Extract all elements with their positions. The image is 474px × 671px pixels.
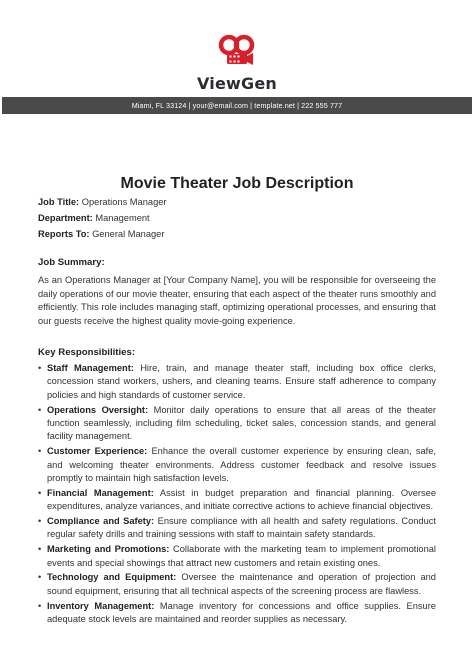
job-title-value: Operations Manager	[81, 197, 167, 207]
list-item	[38, 600, 436, 627]
responsibilities-list	[38, 362, 436, 628]
responsibility-label: Staff Management:	[47, 363, 134, 373]
list-item	[38, 445, 436, 485]
responsibility-text: Collaborate with the marketing team to implement promotional events and special showings that attract new customers and retain existing ones.	[47, 544, 436, 568]
reports-to-line	[38, 229, 164, 239]
responsibility-label: Customer Experience:	[47, 446, 148, 457]
responsibility-text: Enhance the overall customer experience by ensuring clean, safe, and welcoming theater environments. Address customer feedback and resolve issues promptly to maintain high satisfaction levels.	[47, 446, 436, 484]
responsibility-text: Monitor daily operations to ensure that all areas of the theater function seamlessly, including film scheduling, ticket sales, concession stands, and general facility management.	[47, 404, 436, 442]
job-title-line	[38, 197, 167, 207]
summary-paragraph: As an Operations Manager at [Your Company Name], you will be responsible for overseeing the daily operations of our movie theater, ensuring that each aspect of the theater runs smoothly and efficiently. This role includes managing staff, optimizing operational processes, and ensuring that our guests receive the highest quality movie-going experience.	[38, 275, 436, 326]
department-value: Management	[95, 213, 150, 223]
logo	[0, 34, 474, 70]
bullet-icon: •	[38, 487, 42, 498]
summary-heading: Job Summary:	[38, 257, 105, 268]
list-item	[38, 404, 436, 444]
responsibility-label: Financial Management:	[47, 487, 154, 498]
film-camera-logo-icon	[218, 34, 256, 70]
page-title: Movie Theater Job Description	[120, 175, 354, 192]
bullet-icon: •	[38, 516, 42, 527]
responsibility-text: Oversee the maintenance and operation of projection and sound equipment, ensuring that all technical aspects of the screening process are flawless.	[47, 572, 436, 596]
brand-name: ViewGen	[197, 74, 277, 93]
bullet-icon: •	[38, 600, 42, 611]
bullet-icon: •	[38, 544, 42, 555]
responsibility-label: Technology and Equipment:	[47, 572, 177, 583]
responsibility-text: Manage inventory for concessions and office supplies. Ensure adequate stock levels are maintained and reorder supplies as necessary.	[47, 600, 436, 625]
responsibility-text: Assist in budget preparation and financial planning. Oversee expenditures, analyze variances, and initiate corrective actions to achieve financial objectives.	[47, 487, 436, 512]
responsibility-label: Inventory Management:	[47, 600, 155, 611]
responsibility-label: Operations Oversight:	[47, 404, 149, 415]
list-item	[38, 543, 436, 570]
list-item	[38, 571, 436, 598]
bullet-icon: •	[38, 572, 42, 583]
list-item	[38, 515, 436, 542]
responsibility-label: Marketing and Promotions:	[47, 544, 170, 555]
job-title-label: Job Title:	[38, 197, 80, 207]
reports-to-label: Reports To:	[38, 229, 90, 239]
department-label: Department:	[38, 213, 93, 223]
responsibility-text: Ensure compliance with all health and safety regulations. Conduct regular safety drills and training sessions with staff to maintain safety standards.	[47, 516, 436, 540]
reports-to-value: General Manager	[92, 229, 165, 239]
list-item	[38, 362, 436, 402]
responsibility-label: Compliance and Safety:	[47, 516, 155, 527]
department-line	[38, 213, 150, 223]
bullet-icon: •	[38, 404, 42, 415]
list-item	[38, 487, 436, 514]
responsibilities-heading: Key Responsibilities:	[38, 347, 136, 358]
bullet-icon: •	[38, 446, 42, 457]
bullet-icon: •	[38, 363, 42, 373]
contact-bar: Miami, FL 33124 | your@email.com | template.net | 222 555 777	[2, 97, 472, 114]
responsibility-text: Hire, train, and manage theater staff, including box office clerks, concession stand workers, ushers, and cleaning teams. Ensure staff adherence to company policies and high standards of customer service.	[47, 363, 436, 400]
